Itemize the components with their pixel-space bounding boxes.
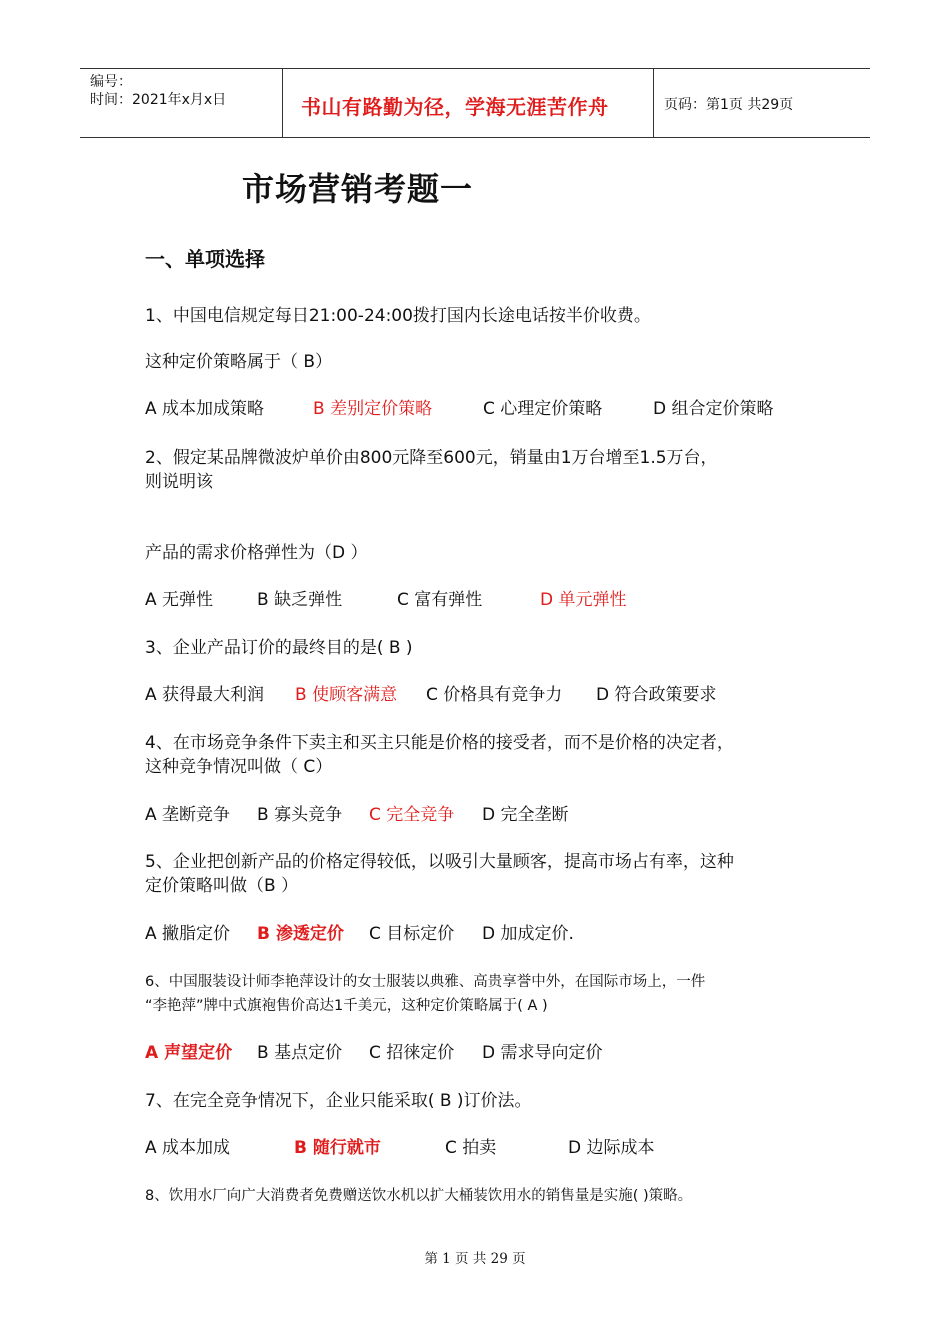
option-d: D 完全垄断 xyxy=(482,805,569,825)
page-info: 页码：第1页 共29页 xyxy=(664,97,794,113)
option-c-answer: C 完全竞争 xyxy=(369,805,455,825)
option-b: B 寡头竞争 xyxy=(257,805,343,825)
question-3-text: 3、企业产品订价的最终目的是( B ) xyxy=(145,638,413,658)
question-4-text: 这种竞争情况叫做（ C） xyxy=(145,757,333,777)
option-b-answer: B 渗透定价 xyxy=(257,924,344,944)
question-1-text: 这种定价策略属于（ B） xyxy=(145,352,333,372)
section-heading: 一、单项选择 xyxy=(145,247,265,271)
question-2-text: 则说明该 xyxy=(145,472,213,492)
option-d: D 边际成本 xyxy=(568,1138,655,1158)
option-d: D 组合定价策略 xyxy=(653,399,774,419)
option-b-answer: B 随行就市 xyxy=(294,1138,381,1158)
option-c: C 招徕定价 xyxy=(369,1043,455,1063)
option-a: A 获得最大利润 xyxy=(145,685,265,705)
option-b-answer: B 差别定价策略 xyxy=(313,399,433,419)
question-7-text: 7、在完全竞争情况下，企业只能采取( B )订价法。 xyxy=(145,1091,532,1111)
option-a-answer: A 声望定价 xyxy=(145,1043,233,1063)
option-c: C 心理定价策略 xyxy=(483,399,603,419)
motto: 书山有路勤为径，学海无涯苦作舟 xyxy=(301,95,609,119)
option-d: D 加成定价. xyxy=(482,924,574,944)
option-c: C 目标定价 xyxy=(369,924,455,944)
header-info-cell xyxy=(80,69,283,137)
option-c: C 拍卖 xyxy=(445,1138,497,1158)
question-2-text: 2、假定某品牌微波炉单价由800元降至600元，销量由1万台增至1.5万台， xyxy=(145,448,718,468)
header-page-cell xyxy=(654,69,870,137)
option-c: C 富有弹性 xyxy=(397,590,483,610)
page-footer: 第 1 页 共 29 页 xyxy=(424,1251,526,1267)
question-5-text: 5、企业把创新产品的价格定得较低，以吸引大量顾客，提高市场占有率，这种 xyxy=(145,852,734,872)
header-table xyxy=(80,68,870,138)
option-a: A 垄断竞争 xyxy=(145,805,231,825)
time-label: 时间：2021年x月x日 xyxy=(90,92,227,108)
option-d-answer: D 单元弹性 xyxy=(540,590,627,610)
option-c: C 价格具有竞争力 xyxy=(426,685,563,705)
option-b: B 缺乏弹性 xyxy=(257,590,343,610)
option-a: A 成本加成 xyxy=(145,1138,231,1158)
question-8-text: 8、饮用水厂向广大消费者免费赠送饮水机以扩大桶装饮用水的销售量是实施( )策略。 xyxy=(145,1188,693,1204)
question-1-text: 1、中国电信规定每日21:00-24:00拨打国内长途电话按半价收费。 xyxy=(145,306,651,326)
question-6-text: 6、中国服装设计师李艳萍设计的女士服装以典雅、高贵享誉中外，在国际市场上，一件 xyxy=(145,974,706,990)
question-4-text: 4、在市场竞争条件下卖主和买主只能是价格的接受者，而不是价格的决定者， xyxy=(145,733,734,753)
option-b-answer: B 使顾客满意 xyxy=(295,685,398,705)
question-2-text: 产品的需求价格弹性为（D ） xyxy=(145,543,368,563)
option-d: D 需求导向定价 xyxy=(482,1043,603,1063)
question-5-text: 定价策略叫做（B ） xyxy=(145,876,299,896)
header-motto-cell xyxy=(283,69,654,137)
number-label: 编号： xyxy=(90,74,132,90)
question-6-text: “李艳萍”牌中式旗袍售价高达1千美元，这种定价策略属于( A ) xyxy=(145,998,548,1014)
option-a: A 成本加成策略 xyxy=(145,399,265,419)
page-title: 市场营销考题一 xyxy=(242,170,474,208)
option-b: B 基点定价 xyxy=(257,1043,343,1063)
option-d: D 符合政策要求 xyxy=(596,685,717,705)
option-a: A 无弹性 xyxy=(145,590,214,610)
option-a: A 撇脂定价 xyxy=(145,924,231,944)
